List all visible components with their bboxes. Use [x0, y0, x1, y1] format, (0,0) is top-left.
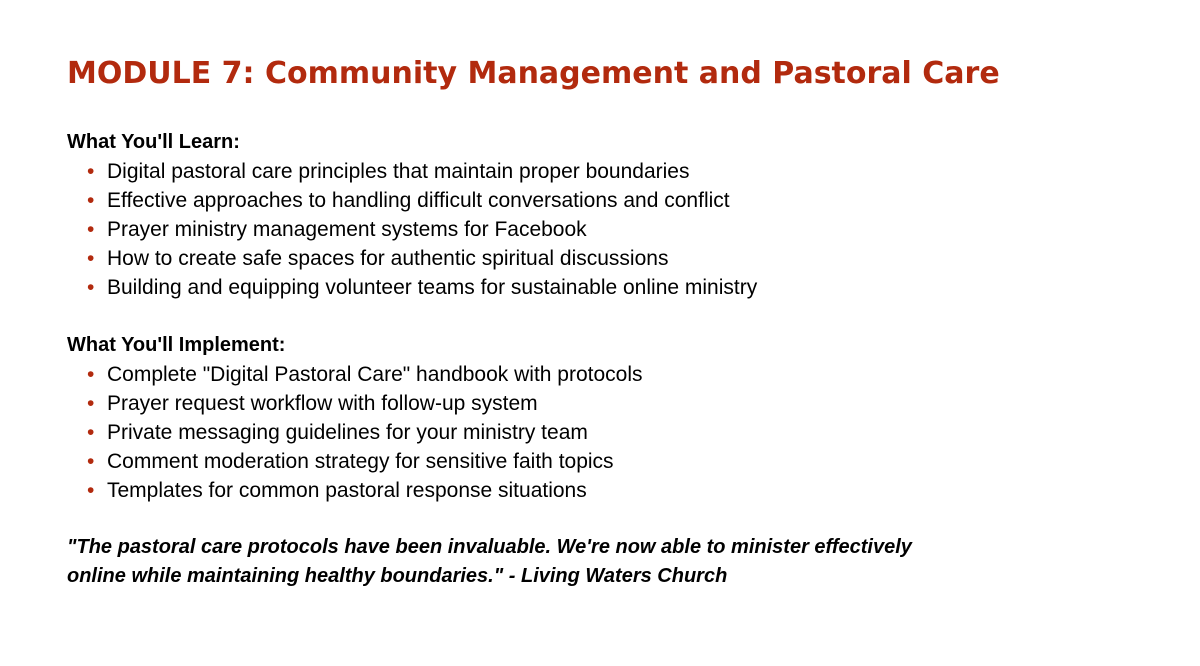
learn-item-text: Building and equipping volunteer teams for sustainable online ministry: [107, 276, 758, 299]
bullet-icon: •: [87, 189, 95, 212]
bullet-icon: •: [87, 160, 95, 183]
implement-section: [67, 331, 643, 505]
implement-list-item: [67, 447, 643, 476]
implement-list-item: [67, 418, 643, 447]
testimonial-line: online while maintaining healthy boundaries." - Living Waters Church: [67, 565, 728, 587]
bullet-icon: •: [87, 392, 95, 415]
implement-list-item: [67, 360, 643, 389]
implement-list-item: [67, 389, 643, 418]
module-title: MODULE 7: Community Management and Pastoral Care: [67, 56, 1000, 91]
implement-list: [67, 360, 643, 505]
implement-heading: What You'll Implement:: [67, 334, 286, 356]
learn-list-item: [67, 157, 757, 186]
learn-list-item: [67, 215, 757, 244]
learn-list-item: [67, 186, 757, 215]
implement-item-text: Prayer request workflow with follow-up system: [107, 392, 538, 415]
learn-item-text: How to create safe spaces for authentic spiritual discussions: [107, 247, 669, 270]
learn-item-text: Prayer ministry management systems for Facebook: [107, 218, 587, 241]
testimonial-quote: [67, 533, 912, 591]
learn-item-text: Effective approaches to handling difficult conversations and conflict: [107, 189, 730, 212]
learn-section: [67, 128, 757, 302]
learn-item-text: Digital pastoral care principles that maintain proper boundaries: [107, 160, 690, 183]
implement-item-text: Comment moderation strategy for sensitive faith topics: [107, 450, 614, 473]
testimonial-line: "The pastoral care protocols have been invaluable. We're now able to minister effectively: [67, 536, 912, 558]
bullet-icon: •: [87, 479, 95, 502]
bullet-icon: •: [87, 276, 95, 299]
learn-list-item: [67, 244, 757, 273]
implement-item-text: Private messaging guidelines for your ministry team: [107, 421, 588, 444]
learn-list: [67, 157, 757, 302]
bullet-icon: •: [87, 450, 95, 473]
bullet-icon: •: [87, 363, 95, 386]
bullet-icon: •: [87, 247, 95, 270]
bullet-icon: •: [87, 218, 95, 241]
bullet-icon: •: [87, 421, 95, 444]
implement-item-text: Complete "Digital Pastoral Care" handbook with protocols: [107, 363, 643, 386]
learn-list-item: [67, 273, 757, 302]
implement-item-text: Templates for common pastoral response situations: [107, 479, 587, 502]
learn-heading: What You'll Learn:: [67, 131, 240, 153]
implement-list-item: [67, 476, 643, 505]
